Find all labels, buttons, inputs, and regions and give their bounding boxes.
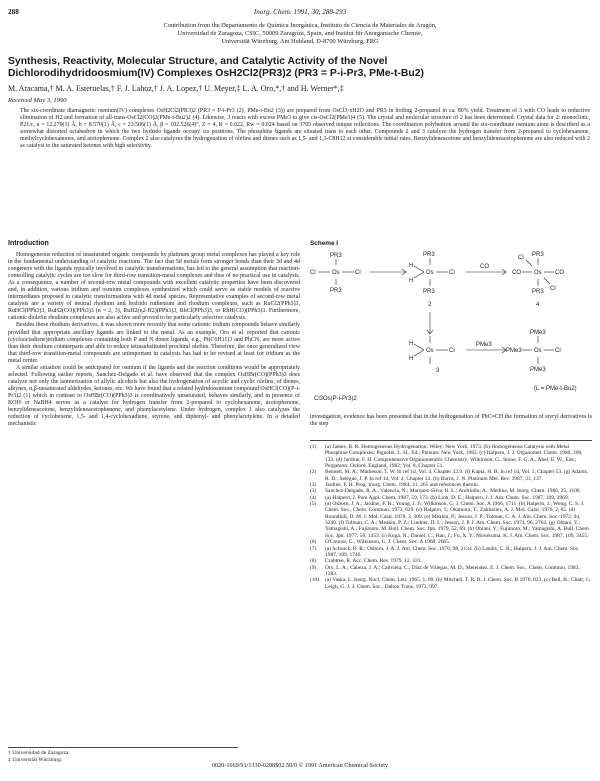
scheme-reagent-co: CO [480, 264, 489, 270]
author-list: M. Aracama,† M. A. Esteruelas,† F. J. Lahoz,† J. A. Lopez,† U. Meyer,‡ L. A. Oro,*,† and H. Werner*,‡ [8, 84, 344, 93]
scheme-ligand-pr3: PR3 [532, 289, 544, 295]
reference-number: (1) [310, 444, 317, 450]
reference-text: O'Connor, C.; Wilkinson, G. J. Chem. Soc. A 1968, 2665. [325, 539, 451, 546]
reference-number: (8) [310, 558, 317, 565]
reference-text: (a) Vaska, L. Inorg. Nucl. Chem. Lett. 1965, 1, 89. (b) Mitchell, T. R. B. J. Chem. Soc. B 1970, 823. (c) Bell, B.; Chatt, J.; Leigh, G. J. J. Chem. Soc., Dalton Trans. 1973, 997. [325, 577, 591, 590]
reference-number: (10) [310, 577, 320, 584]
reference-item [310, 565, 592, 578]
reference-item [310, 444, 592, 469]
scheme-ligand-h: H [409, 341, 414, 347]
footnote: ‡ Universität Würzburg. [8, 756, 63, 763]
reference-text: (a) Halpern, J. Pure Appl. Chem. 1987, 59, 173. (b) Lion, D. E.; Halpern, J. J. Am. Chem. Soc. 1987, 109, 2969. [325, 494, 570, 501]
title-line: Synthesis, Reactivity, Molecular Structure, and Catalytic Activity of the Novel [8, 56, 388, 67]
contribution-line: Universidad de Zaragoza, CSIC, 50009 Zaragoza, Spain, and Institut für Anorganische Chemie, [177, 30, 423, 37]
contribution-note [60, 22, 540, 46]
scheme-atom-os: Os [534, 270, 542, 276]
paragraph: A similar situation could be anticipated for osmium if the ligands and the reaction conditions would be appropriately selected. Following earlier reports, Sanchez-Delgado et al. have observed that the complex OsHBr(CO)(PPh3)3 does catalyze not only the isomerization of allylic alcohols but also the hydrogenation of acyclic and cyclic olefins, of dienes, alkynes, α,β-unsaturated aldehydes, ketones, etc. We have found that a related hydridoosmium compound OsHCl(CO)(P-i-Pr3)2 (1) which in contrast to OsHBr(CO)(PPh3)3 is coordinatively unsaturated, behaves similarly, and in presence of KOH or NaBH4 serves as a catalyst for hydrogen transfer from 2-propanol to cyclohexanone, acetophenone, benzylideneacetone, benzylideneacetophenone, and phenylacetylene. Under hydrogen, complex 1 also catalyzes the reduction of cyclohexene, 1,5- and 1,4-cyclohexadiene, styrene, and diphenyl- and phenylacetylene. In a detailed mechanistic [8, 364, 300, 428]
contribution-line: Universität Würzburg, Am Hubland, D-8700 Würzburg, FRG [221, 38, 379, 45]
paper-title [8, 56, 592, 80]
scheme-compound-number: 2 [428, 302, 432, 308]
scheme-ligand-pr3: PR3 [532, 252, 544, 258]
reference-number: (3) [310, 482, 317, 489]
title-line: Dichlorodihydridoosmium(IV) Complexes OsH2Cl2(PR3)2 (PR3 = P-i-Pr3, PMe-t-Bu2) [8, 68, 424, 79]
scheme-ligand-co: CO [512, 270, 521, 276]
abstract: The six-coordinate diamagnetic osmium(IV) complexes OsH2Cl2(PR3)2 (PR3 = P-i-Pr3 (2), PMe-t-Bu2 (3)) are prepared from OsCl3·xH2O and PR3 in boiling 2-propanol in ca. 80% yield. Treatment of 3 with CO leads to reductive elimination of H2 and formation of all-trans-OsCl2(CO)2(PMe-t-Bu2)2 (4). Likewise, 3 reacts with excess PMe3 to give cis-OsCl2(PMe3)4 (5). The crystal and molecular structure of 2 has been determined. Crystal data for 2: monoclinic, P21/c, a = 12.279(1) Å, b = 8.570(1) Å, c = 23.506(1) Å, β = 102.526(4)°, Z = 4, R = 0.022, Rw = 0.024 based on 3705 observed unique reflections. The coordination polyhedron around the six-coordinate osmium atom is described as a somewhat distorted octahedron in which the two hydrido ligands occupy cis positions. The phosphine ligands are situated trans to each other. Compounds 2 and 3 catalyze the hydrogen transfer from 2-propanol to cyclohexanone, methylcyclohexanones, and acetophenone. Complex 2 also catalyzes the hydrogenation of olefins and dienes such as 1,5- and 1,3-C8H12 at considerable initial rates. Benzylideneacetone and benzylideneacetophenone are also reduced with 2 as catalyst to the saturated ketones with high selectivity. [20, 108, 590, 149]
paragraph: Homogeneous reduction of unsaturated organic compounds by platinum group metal complexes has played a key role in the fundamental understanding of catalytic reactions. The fact that 5d metals form stronger bonds than their 3d and 4d congeners with the ligands typically involved in catalytic transformations, has led to the general assumption that reaction-controlling catalytic cycles are too slow for third-row transition-metal complexes and thus of no practical use in catalysis. As a consequence, a number of second-row metal compounds with excellent catalytic properties have been discovered and, in addition, various iridium and osmium complexes synthesized which could serve as stable models of reactive intermediates proposed in catalytic transformations with 4d metal species. Representative examples of second-row metal catalysts are a variety of neutral rhodium and hydrido ruthenium and rhodium complexes, such as RuCl2(PPh3)3, RuHCl(PPh3)3, RuH2(CO)(PPh3)3 (n = 2, 3), RuH2(η2-H2)(PPh3)3, RhCl(PPh3)3, or RhH(CO)(PPh3)3. Furthermore, cationic diolefin rhodium complexes are also active and proved to be particularly selective catalysts. [8, 252, 300, 322]
scheme-ligand-cl: Cl [555, 348, 561, 354]
scheme-compound-number: 3 [436, 368, 440, 374]
scheme-ligand-pme3: PMe3 [530, 367, 546, 373]
reference-text: Bennett, M. A.; Matheson, T. W. In ref 1d, Vol. 4, Chapter 32.9. (f) Kapta, H. B. In ref 1d, Vol. 5, Chapter 53. (g) Adams, R. D.; Selegue, J. P. In ref 1d, Vol. 4, Chapter 33. (h) Burns, J. N. Platinum Met. Rev. 1987, 31, 137. [325, 469, 589, 482]
reference-list [310, 440, 592, 590]
scheme-ligand-pme3: PMe3 [506, 348, 522, 354]
reference-number: (2) [310, 469, 317, 476]
scheme-ligand-cl: Cl [518, 255, 524, 261]
page-number: 288 [8, 8, 19, 16]
scheme-ligand-pr3: PR3 [330, 253, 342, 259]
reaction-scheme [310, 250, 592, 410]
scheme-atom-os: Os [534, 348, 542, 354]
right-column-text: investigation, evidence has been presented that in the hydrogenation of PhC≡CH the formation of styryl derivatives is the step [310, 414, 592, 427]
running-header [8, 8, 592, 20]
affiliation-footnotes [8, 747, 238, 763]
scheme-ligand-cl: Cl [310, 270, 316, 276]
journal-reference: Inorg. Chem. 1991, 30, 288-293 [253, 8, 347, 16]
reference-item [310, 469, 592, 482]
page-footer: 0020-1669/91/1330-0288$02.50/0 © 1991 American Chemical Society [211, 762, 389, 769]
scheme-ligand-cl: Cl [550, 286, 556, 292]
reference-item [310, 546, 592, 559]
reference-number: (4) [310, 494, 317, 501]
introduction-body [8, 252, 300, 428]
reference-number: (5) [310, 501, 317, 508]
reference-text: (a) Osborn, J. A.; Jardine, F. H.; Young, J. F.; Wilkinson, G. J. Chem. Soc. A 1966, 1711. (b) Halpern, J.; Wong, C. S. J. Chem. Soc., Chem. Commun. 1973, 629. (c) Halpern, J.; Okamoto, T.; Zakhariev, A. J. Mol. Catal. 1976, 2, 65. (d) Roundhill, D. M. J. Mol. Catal. 1978, 3, 309. (e) Meakin, P.; Jesson, J. P.; Tolman, C. A. J. Am. Chem. Soc. 1972, 94, 3240. (f) Tolman, C. A.; Meakin, P. Z.; Lindner, D. L.; Jesson, J. P. J. Am. Chem. Soc. 1974, 96, 2762. (g) Ohtani, Y.; Yamagishi, A.; Fujimoto, M. Bull. Chem. Soc. Jpn. 1979, 52, 69. (h) Ohtani, Y.; Fujimoto, M.; Yamagishi, A. Bull. Chem. Soc. Jpn. 1977, 50, 1453. (i) Koga, N.; Daniel, C.; Han, J.; Fu, X. Y.; Morokuma, K. J. Am. Chem. Soc. 1987, 109, 3455. [325, 501, 591, 539]
scheme-reagent-pme3: PMe3 [476, 342, 492, 348]
reference-text: Oro, L. A.; Cabeza, J. A.; Cativiela, C.; Diaz de Villegas, M. D.; Melendez, E. J. Chem. Soc., Chem. Commun. 1983, 1383. [325, 564, 580, 577]
footnote: † Universidad de Zaragoza. [8, 750, 70, 756]
scheme-ligand-pr3: PR3 [423, 252, 435, 258]
scheme-ligand-cl: Cl [449, 348, 455, 354]
reference-text: Jardine, F. H. Prog. Inorg. Chem. 1984, 31, 265 and references therein. [325, 482, 480, 489]
scheme-ligand-co: CO [555, 270, 564, 276]
reference-number: (9) [310, 564, 317, 571]
scheme-atom-os: Os [426, 270, 434, 276]
received-date: Received May 3, 1990 [8, 97, 67, 104]
reference-number: (6) [310, 539, 317, 546]
reference-text: Crabtree, R. Acc. Chem. Res. 1979, 12, 331. [325, 558, 422, 565]
scheme-ligand-h: H [409, 356, 414, 362]
scheme-ligand-pr3: PR3 [330, 288, 342, 294]
scheme-label: Scheme I [310, 240, 339, 247]
scheme-ligand-cl: Cl [449, 270, 455, 276]
scheme-formula: Cl3Os(P-i-Pr3)2 [314, 396, 357, 402]
scheme-drawing [310, 250, 592, 410]
scheme-compound-number: 4 [536, 302, 540, 308]
reference-text: (a) Schrock, R. R.; Osborn, J. A. J. Am. Chem. Soc. 1976, 98, 2134. (b) Landis, C. R.; Halpern, J. J. Am. Chem. Soc. 1987, 109, 1746. [325, 545, 580, 558]
reference-item [310, 577, 592, 590]
scheme-ligand-h: H [409, 263, 414, 269]
scheme-atom-os: Os [332, 270, 340, 276]
contribution-line: Contribution from the Departamento de Química Inorgánica, Instituto de Ciencia de Materiales de Aragón, [163, 22, 437, 29]
scheme-ligand-h: H [409, 278, 414, 284]
section-heading-introduction: Introduction [8, 240, 49, 247]
scheme-atom-os: Os [426, 348, 434, 354]
reference-text: Sanchez-Delgado, R. A.; Valencia, N.; Marquez-Silva, R. L.; Andriollo, A.; Medina, M. Inorg. Chem. 1986, 25, 1106. [325, 488, 581, 495]
reference-text: (a) James, B. R. Homogeneous Hydrogenation; Wiley: New York, 1973. (b) Homogeneous Catalysis with Metal Phosphine Complexes; Pignolet, L. H., Ed.; Plenum: New York, 1983. (c) Halpern, J. J. Organomet. Chem. 1980, 200, 133. (d) Jardine, F. H. Comprehensive Organometallic Chemistry; Wilkinson, G., Stone, F. G. A., Abel, E. W., Eds.; Pergamon: Oxford, England, 1982; Vol. 8, Chapter 51. [325, 444, 583, 470]
reference-item [310, 501, 592, 539]
scheme-ligand-note: (L = PMe-t-Bu2) [534, 386, 577, 392]
scheme-ligand-pme3: PMe3 [530, 330, 546, 336]
reference-number: (7) [310, 545, 317, 552]
scheme-arrow [427, 312, 433, 334]
scheme-arrow [370, 269, 406, 275]
paragraph: Besides these rhodium derivatives, it was shown more recently that some cationic iridium compounds behave similarly provided that appropriate ancillary ligands are linked to the metal. As an example, Oro et al. reported that cationic (cyclooctadiene)iridium complexes containing both P and N donor ligands, e.g., Pt(C6H11)3 and PhCN, are more active than their rhodium counterparts and able to reduce tetrasubstituted prochiral olefins. Therefore, the once generalized view that third-row transition-metal compounds are unimportant in catalysis has had to be revised at least for iridium as the metal center. [8, 322, 300, 364]
scheme-ligand-cl: Cl [355, 270, 361, 276]
scheme-ligand-pr3: PR3 [423, 289, 435, 295]
reference-number: (3) [310, 488, 317, 495]
